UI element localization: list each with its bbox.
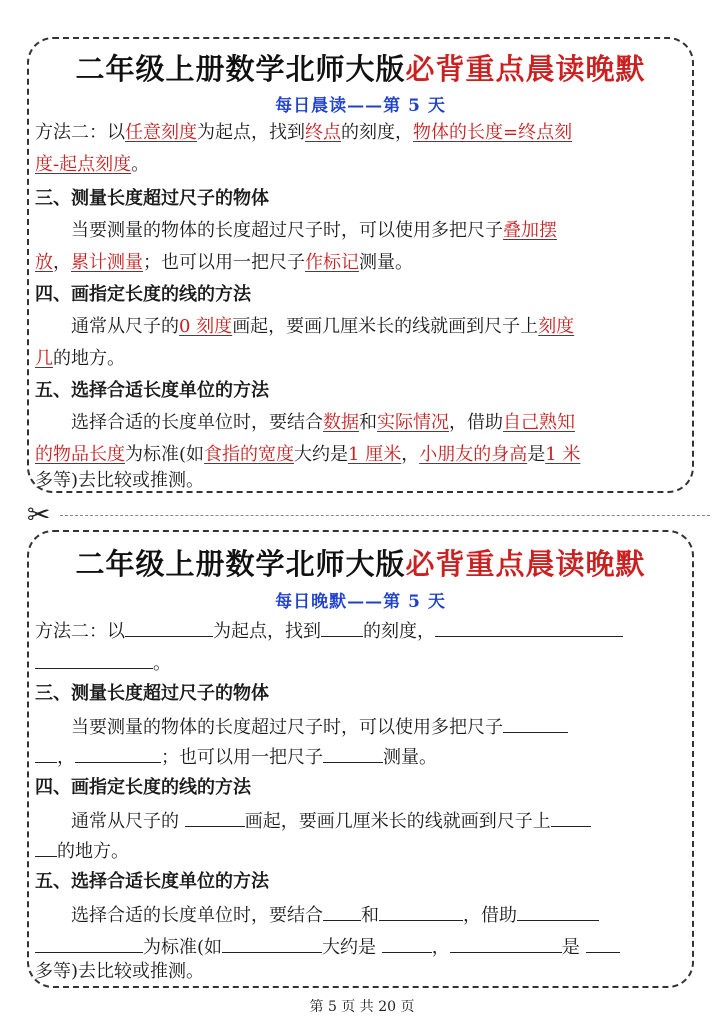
method-two-line-1: 方法二：以 为起点，找到 的刻度， [35, 618, 623, 644]
section-5-line-1: 选择合适的长度单位时，要结合 和 ，借助 [71, 902, 599, 928]
blank-field[interactable] [382, 934, 432, 953]
blank-field[interactable] [35, 744, 57, 763]
section-5-line-3: 多等)去比较或推测。 [35, 961, 205, 982]
section-5-line-3: 多等)去比较或推测。 [35, 470, 205, 491]
evening-dictation-card [27, 530, 694, 988]
section-3-line-1: 当要测量的物体的长度超过尺子时，可以使用多把尺子叠加摆 [71, 220, 557, 241]
section-5-heading: 五、选择合适长度单位的方法 [35, 380, 269, 401]
blank-field[interactable] [35, 934, 143, 953]
blank-field[interactable] [321, 618, 363, 637]
section-3-line-2: 放，累计测量；也可以用一把尺子作标记测量。 [35, 252, 413, 273]
blank-field[interactable] [503, 714, 568, 733]
section-3-line-1: 当要测量的物体的长度超过尺子时，可以使用多把尺子 [71, 714, 568, 740]
blank-field[interactable] [323, 744, 383, 763]
blank-field[interactable] [551, 808, 591, 827]
blank-field[interactable] [450, 934, 562, 953]
section-4-heading: 四、画指定长度的线的方法 [35, 777, 251, 798]
morning-reading-card [27, 37, 694, 493]
card-title: 二年级上册数学北师大版必背重点晨读晚默 [75, 52, 646, 86]
cut-line [60, 515, 710, 516]
blank-field[interactable] [35, 838, 57, 857]
card-title: 二年级上册数学北师大版必背重点晨读晚默 [75, 547, 646, 581]
blank-field[interactable] [435, 618, 623, 637]
section-3-line-2: ， ；也可以用一把尺子 测量。 [35, 744, 437, 770]
section-5-line-1: 选择合适的长度单位时，要结合数据和实际情况，借助自己熟知 [71, 412, 575, 433]
method-two-line-2: 。 [35, 650, 171, 676]
method-two-line-2: 度-起点刻度。 [35, 154, 150, 175]
card-subtitle: 每日晚默——第 5 天 [275, 592, 446, 612]
section-5-line-2: 为标准(如 大约是 ， 是 [35, 934, 620, 960]
blank-field[interactable] [35, 650, 153, 669]
section-4-heading: 四、画指定长度的线的方法 [35, 284, 251, 305]
blank-field[interactable] [323, 902, 361, 921]
blank-field[interactable] [586, 934, 620, 953]
card-subtitle: 每日晨读——第 5 天 [275, 96, 446, 116]
blank-field[interactable] [185, 808, 245, 827]
section-4-line-2: 几的地方。 [35, 348, 125, 369]
section-5-heading: 五、选择合适长度单位的方法 [35, 871, 269, 892]
blank-field[interactable] [222, 934, 322, 953]
section-4-line-1: 通常从尺子的 画起，要画几厘米长的线就画到尺子上 [71, 808, 591, 834]
blank-field[interactable] [125, 618, 213, 637]
section-3-heading: 三、测量长度超过尺子的物体 [35, 188, 269, 209]
blank-field[interactable] [75, 744, 161, 763]
method-two-line-1: 方法二：以任意刻度为起点，找到终点的刻度，物体的长度=终点刻 [35, 122, 573, 143]
section-5-line-2: 的物品长度为标准(如食指的宽度大约是1 厘米，小朋友的身高是1 米 [35, 444, 581, 465]
blank-field[interactable] [379, 902, 463, 921]
blank-field[interactable] [517, 902, 599, 921]
section-4-line-2: 的地方。 [35, 838, 129, 864]
scissors-icon: ✂ [27, 498, 51, 531]
page-number: 第 5 页 共 20 页 [309, 999, 415, 1015]
section-3-heading: 三、测量长度超过尺子的物体 [35, 683, 269, 704]
section-4-line-1: 通常从尺子的0 刻度画起，要画几厘米长的线就画到尺子上刻度 [71, 316, 575, 337]
